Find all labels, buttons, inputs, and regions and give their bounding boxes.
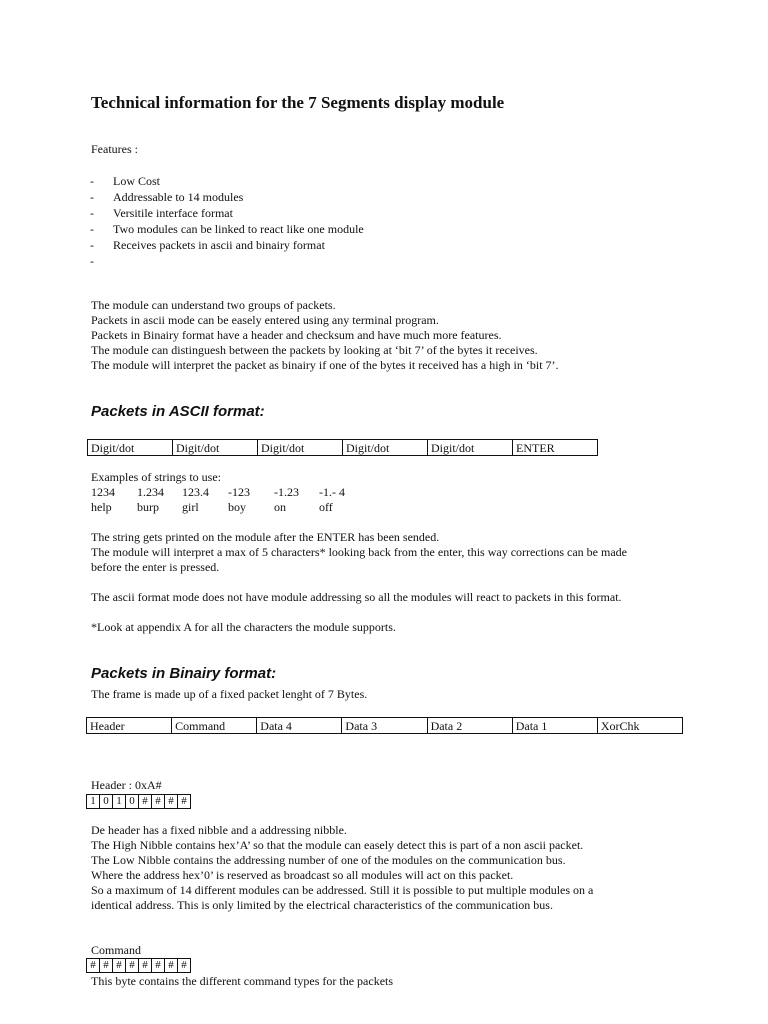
frame-description: The frame is made up of a fixed packet lenght of 7 Bytes. <box>91 687 368 701</box>
list-item: - Two modules can be linked to react like one module <box>90 222 364 236</box>
frame-cell: Header <box>87 718 172 734</box>
list-item: - Low Cost <box>90 174 161 188</box>
page-title: Technical information for the 7 Segments display module <box>91 93 505 112</box>
ascii-paragraph: The string gets printed on the module after the ENTER has been sended. The module will interpret a max of 5 characters* looking back from the enter, this way corrections can be made before the enter is pressed. <box>91 530 627 574</box>
frame-cell: Digit/dot <box>428 440 513 456</box>
intro-paragraph: The module can understand two groups of packets. Packets in ascii mode can be easely entered using any terminal program. Packets in Binairy format have a header and checksum and have much more features. The module can distinguesh between the packets by looking at ‘bit 7’ of the bytes it receives. The module will interpret the packet as binairy if one of the bytes it received has a high in ‘bit 7’. <box>91 298 559 372</box>
bit-cell: # <box>87 959 100 973</box>
binary-frame-table <box>86 717 683 734</box>
ascii-frame-table <box>87 439 598 456</box>
command-description: This byte contains the different command types for the packets <box>91 974 394 988</box>
bit-cell: # <box>152 795 165 809</box>
bit-cell: # <box>113 959 126 973</box>
bit-cell: # <box>165 795 178 809</box>
header-label: Header : 0xA# <box>91 778 162 792</box>
features-label: Features : <box>91 142 138 156</box>
bit-cell: 1 <box>113 795 126 809</box>
examples-label: Examples of strings to use: <box>91 470 221 484</box>
bit-cell: # <box>178 795 191 809</box>
frame-cell: Data 3 <box>342 718 427 734</box>
frame-cell: ENTER <box>513 440 598 456</box>
bit-cell: 0 <box>126 795 139 809</box>
examples-row: 1234 1.234 123.4 -123 -1.23 -1.- 4 <box>91 485 345 499</box>
frame-cell: Data 2 <box>427 718 512 734</box>
command-label: Command <box>91 943 141 957</box>
bit-cell: # <box>152 959 165 973</box>
frame-cell: Digit/dot <box>258 440 343 456</box>
list-item: - Receives packets in ascii and binairy format <box>90 238 325 252</box>
command-bits-table <box>86 958 191 973</box>
bit-cell: 0 <box>100 795 113 809</box>
bit-cell: # <box>126 959 139 973</box>
frame-cell: Data 4 <box>257 718 342 734</box>
ascii-addressing-note: The ascii format mode does not have module addressing so all the modules will react to packets in this format. <box>91 590 622 604</box>
frame-cell: Command <box>172 718 257 734</box>
bit-cell: # <box>100 959 113 973</box>
examples-row: help burp girl boy on off <box>91 500 333 514</box>
list-item: - <box>90 254 94 268</box>
binary-heading: Packets in Binairy format: <box>91 665 277 682</box>
list-item: - Versitile interface format <box>90 206 233 220</box>
list-item: - Addressable to 14 modules <box>90 190 244 204</box>
frame-cell: Digit/dot <box>88 440 173 456</box>
bit-cell: # <box>165 959 178 973</box>
frame-cell: XorChk <box>597 718 682 734</box>
examples-grid <box>91 485 369 515</box>
frame-cell: Data 1 <box>512 718 597 734</box>
bit-cell: # <box>139 959 152 973</box>
features-list <box>90 173 364 269</box>
frame-cell: Digit/dot <box>173 440 258 456</box>
header-bits-table <box>86 794 191 809</box>
header-paragraph: De header has a fixed nibble and a addressing nibble. The High Nibble contains hex’A’ so that the module can easely detect this is part of a non ascii packet. The Low Nibble contains the addressing number of one of the modules on the communication bus. Where the address hex’0’ is reserved as broadcast so all modules will act on this packet. So a maximum of 14 different modules can be addressed. Still it is possible to put multiple modules on a identical address. This is only limited by the electrical characteristics of the communication bus. <box>91 823 594 912</box>
appendix-note: *Look at appendix A for all the characters the module supports. <box>91 620 396 634</box>
ascii-heading: Packets in ASCII format: <box>91 403 265 420</box>
bit-cell: # <box>139 795 152 809</box>
bit-cell: 1 <box>87 795 100 809</box>
bit-cell: # <box>178 959 191 973</box>
frame-cell: Digit/dot <box>343 440 428 456</box>
